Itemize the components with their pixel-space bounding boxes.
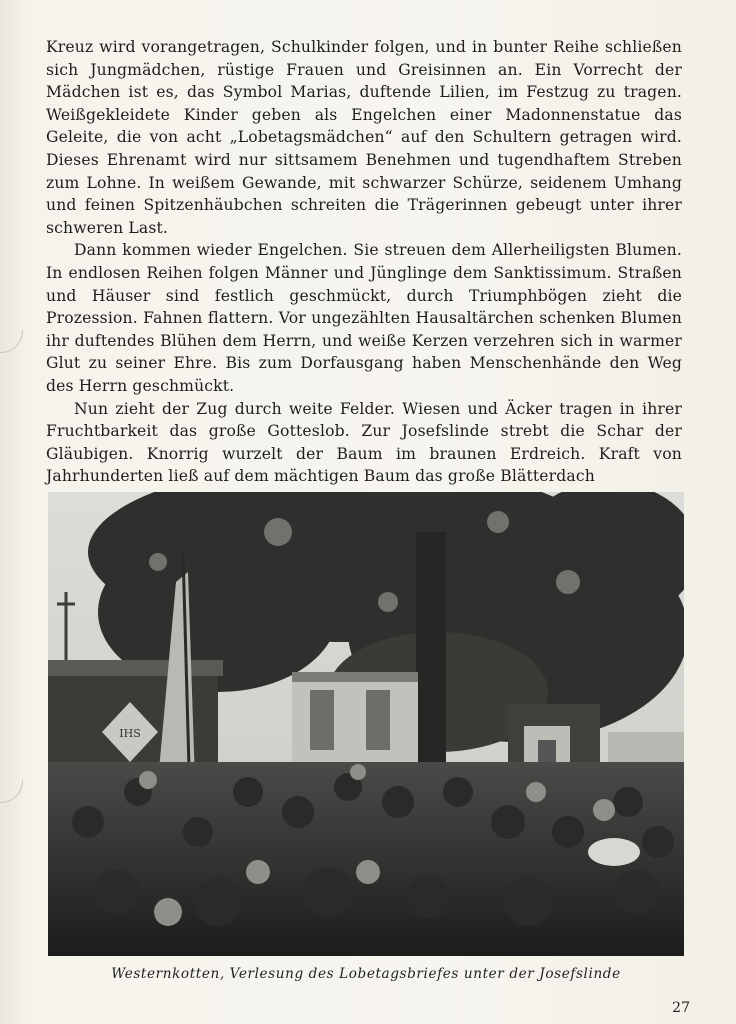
center-banners — [292, 672, 418, 762]
page-number: 27 — [672, 1000, 690, 1016]
paragraph-1: Kreuz wird vorangetragen, Schulkinder folgen, und in bunter Reihe schließen sich Jungmädchen, rüstige Frauen und Greisinnen an. Ein Vorrecht der Mädchen ist es, das Symbol Marias, duftende Lilien, im Festzug zu tragen. Weißgekleidete Kinder geben als Engelchen einer Madonnenstatue das Geleite, die von acht „Lobetagsmädchen“ auf den Schultern getragen wird. Dieses Ehrenamt wird nur sittsamem Benehmen und tugendhaftem Streben zum Lohne. In weißem Gewande, mit schwarzer Schürze, seidenem Umhang und feinen Spitzenhäubchen schreiten die Trägerinnen gebeugt unter ihrer schweren Last. — [46, 38, 682, 237]
ihs-monogram: IHS — [119, 727, 141, 740]
procession-photograph — [48, 492, 684, 956]
punch-hole-mark — [0, 780, 23, 803]
paragraph-3: Nun zieht der Zug durch weite Felder. Wiesen und Äcker tragen in ihrer Fruchtbarkeit das große Gotteslob. Zur Josefslinde strebt die Schar der Gläubigen. Knorrig wurzelt der Baum im braunen Erdreich. Kraft von Jahrhunderten ließ auf dem mächtigen Baum das große Blätterdach — [46, 399, 682, 486]
punch-hole-mark — [0, 330, 23, 353]
body-text — [46, 36, 682, 488]
photo-caption: Westernkotten, Verlesung des Lobetagsbriefes unter der Josefslinde — [111, 966, 621, 982]
paragraph-2: Dann kommen wieder Engelchen. Sie streuen dem Allerheiligsten Blumen. In endlosen Reihen folgen Männer und Jünglinge dem Sanktissimum. Straßen und Häuser sind festlich geschmückt, durch Triumphbögen zieht die Prozession. Fahnen flattern. Vor ungezählten Hausaltärchen schenken Blumen ihr duftendes Blühen dem Herrn, und weiße Kerzen verzehren sich in warmer Glut zu seiner Ehre. Bis zum Dorfausgang haben Menschenhände den Weg des Herrn geschmückt. — [46, 241, 682, 395]
